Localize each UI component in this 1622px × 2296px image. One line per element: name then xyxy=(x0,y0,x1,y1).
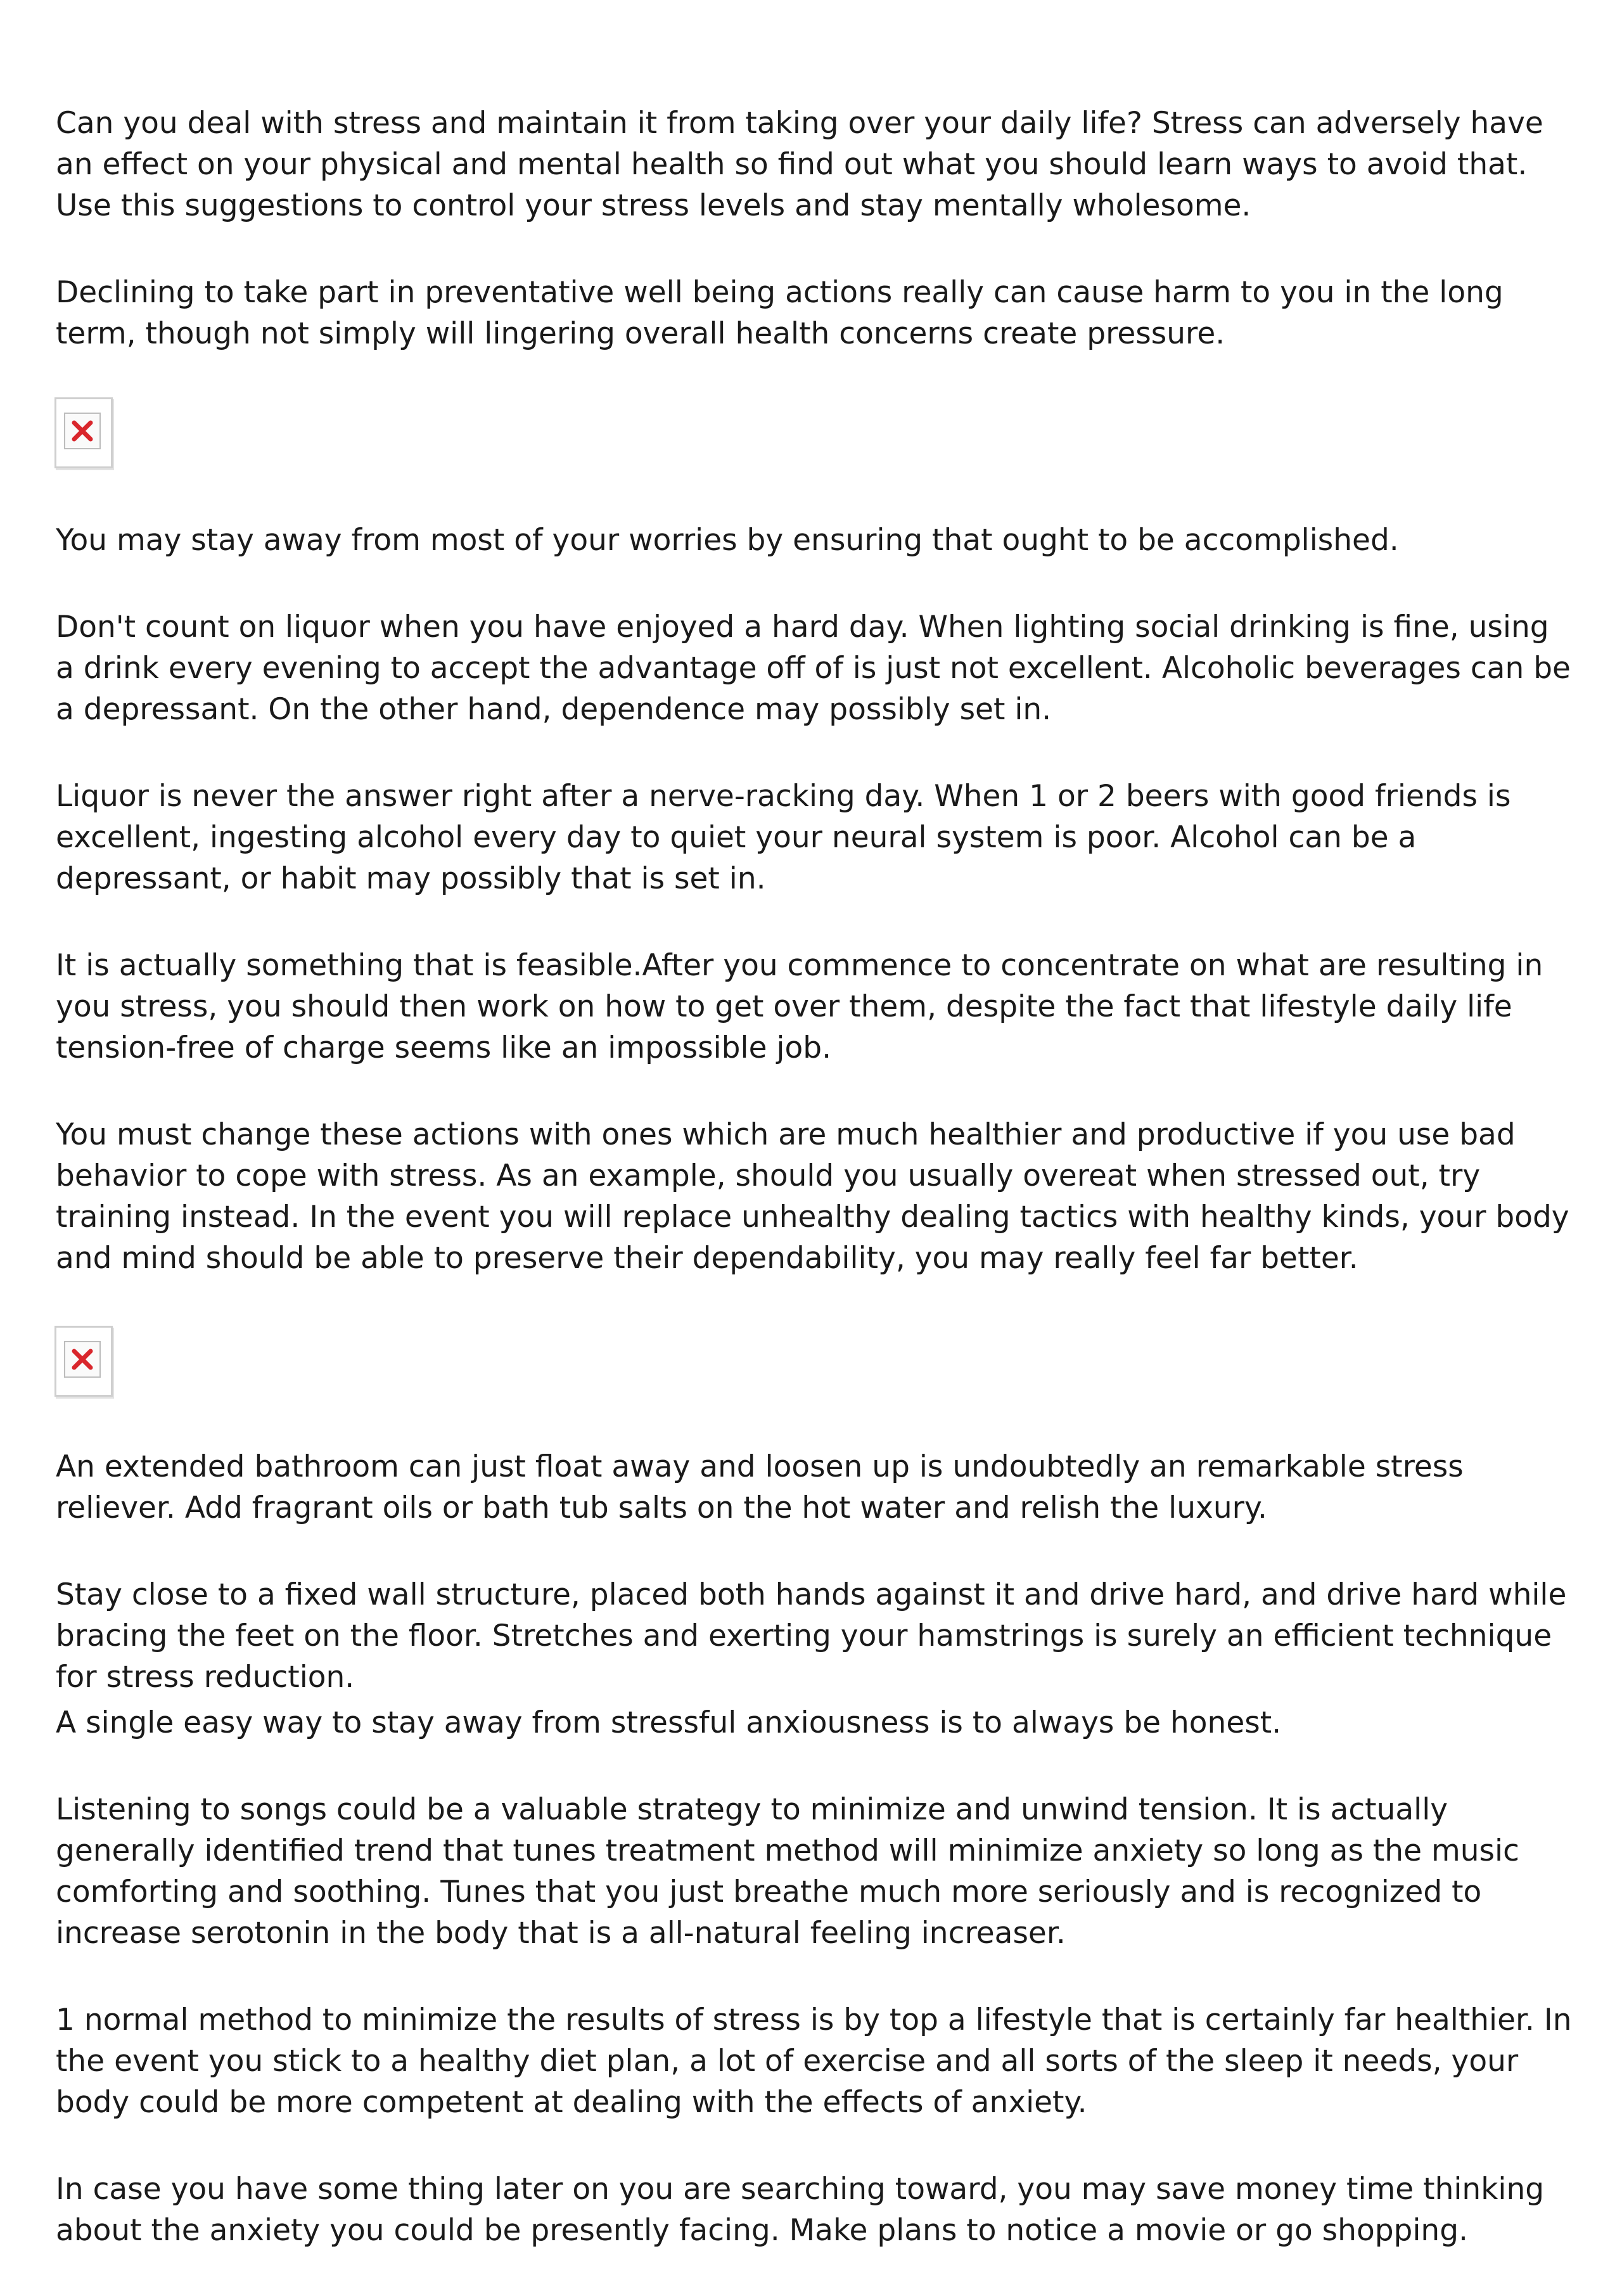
paragraph-4: Don't count on liquor when you have enjoyed a hard day. When lighting social drinking is fine, using a drink every evening to accept the advantage off of is just not excellent. Alcoholic beverages can be a depressant. On the other hand, dependence may possibly set in. xyxy=(56,610,1571,727)
paragraph-11: Listening to songs could be a valuable strategy to minimize and unwind tension. It is actually generally identified trend that tunes treatment method will minimize anxiety so long as the music comforting and soothing. Tunes that you just breathe much more seriously and is recognized to increase serotonin in the body that is a all-natural feeling increaser. xyxy=(56,1792,1519,1951)
paragraph-12: 1 normal method to minimize the results of stress is by top a lifestyle that is certainly far healthier. In the event you stick to a healthy diet plan, a lot of exercise and all sorts of the sleep it needs, your body could be more competent at dealing with the effects of anxiety. xyxy=(56,2003,1572,2120)
paragraph-9: Stay close to a fixed wall structure, placed both hands against it and drive hard, and drive hard while bracing the feet on the floor. Stretches and exerting your hamstrings is surely an efficient technique for stress reduction. xyxy=(56,1577,1567,1695)
broken-image-icon xyxy=(64,1341,101,1378)
broken-image-icon xyxy=(64,413,101,449)
broken-image-1 xyxy=(54,397,113,468)
paragraph-1: Can you deal with stress and maintain it from taking over your daily life? Stress can adversely have an effect on your physical and mental health so find out what you should learn ways to avoid that. Use this suggestions to control your stress levels and stay mentally wholesome. xyxy=(56,106,1543,223)
paragraph-13: In case you have some thing later on you are searching toward, you may save money time thinking about the anxiety you could be presently facing. Make plans to notice a movie or go shopping. xyxy=(56,2172,1545,2248)
close-icon xyxy=(70,1347,94,1371)
paragraph-3: You may stay away from most of your worries by ensuring that ought to be accomplished. xyxy=(56,523,1399,558)
paragraph-2: Declining to take part in preventative well being actions really can cause harm to you in the long term, though not simply will lingering overall health concerns create pressure. xyxy=(56,275,1504,351)
paragraph-6: It is actually something that is feasible.After you commence to concentrate on what are resulting in you stress, you should then work on how to get over them, despite the fact that lifestyle daily life tension-free of charge seems like an impossible job. xyxy=(56,948,1543,1065)
broken-image-2 xyxy=(54,1326,113,1397)
paragraph-10: A single easy way to stay away from stressful anxiousness is to always be honest. xyxy=(56,1705,1282,1740)
paragraph-7: You must change these actions with ones which are much healthier and productive if you use bad behavior to cope with stress. As an example, should you usually overeat when stressed out, try training instead. In the event you will replace unhealthy dealing tactics with healthy kinds, your body and mind should be able to preserve their dependability, you may really feel far better. xyxy=(56,1117,1569,1276)
paragraph-5: Liquor is never the answer right after a nerve-racking day. When 1 or 2 beers with good friends is excellent, ingesting alcohol every day to quiet your neural system is poor. Alcohol can be a depressant, or habit may possibly that is set in. xyxy=(56,779,1511,896)
close-icon xyxy=(70,419,94,443)
paragraph-8: An extended bathroom can just float away and loosen up is undoubtedly an remarkable stress reliever. Add fragrant oils or bath tub salts on the hot water and relish the luxury. xyxy=(56,1449,1464,1525)
